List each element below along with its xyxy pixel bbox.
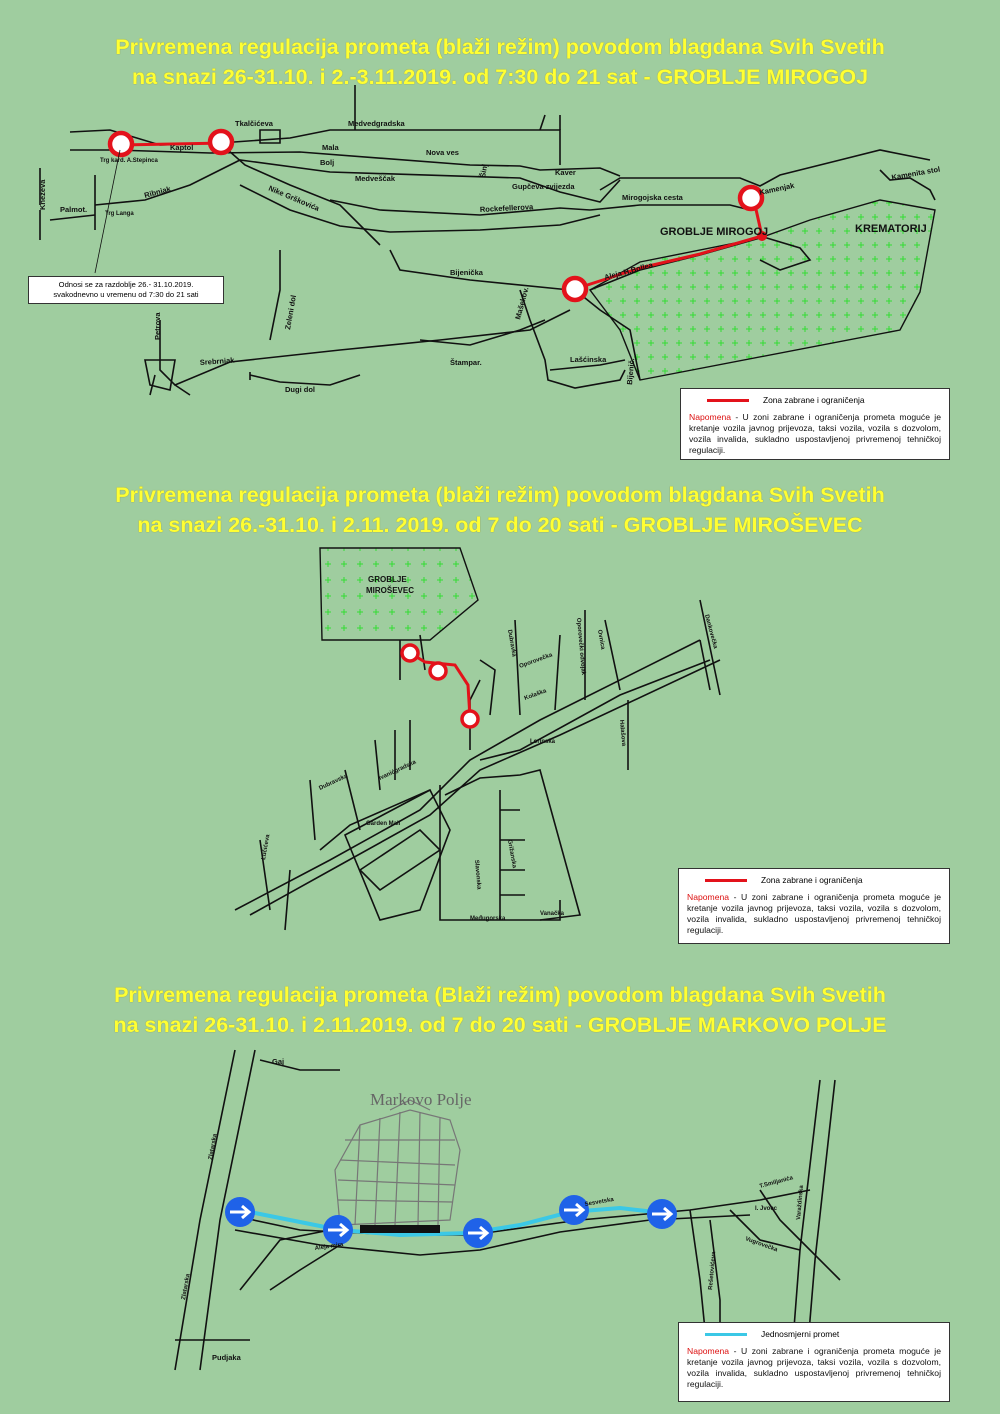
label-medugorska: Međugorska: [470, 916, 506, 922]
label-gaj: Gaj: [272, 1057, 285, 1066]
label-t-smiljanica: T.Smiljanića: [758, 1175, 794, 1190]
label-markovo-polje: Markovo Polje: [370, 1090, 472, 1109]
legend-note-text-3: - U zoni zabrane i ograničenja prometa moguće je kretanje vozila javnog prijevoza, taksi vozila, vozila s dozvolom, vozila invalida, sukladno uspostavljenoj privremenoj tehničkoj regulaciji.: [687, 1346, 941, 1389]
closure-marker-kaptol-east: [210, 131, 232, 153]
label-kamenita: Kamenita stol: [890, 164, 941, 182]
label-dubravka: Dubravka: [506, 629, 517, 658]
label-groblje-mirogoj-lbl: GROBLJE MIROGOJ: [660, 226, 769, 238]
annotation-period: Odnosi se za razdoblje 26.- 31.10.2019. svakodnevno u vremenu od 7:30 do 21 sati: [28, 276, 224, 304]
label-stampar: Štampar.: [450, 358, 482, 367]
label-trg-langa: Trg Langa: [105, 211, 134, 217]
label-srebrnjak: Srebrnjak: [199, 355, 235, 367]
closure-marker-3: [462, 711, 478, 727]
label-nova-ves: Nova ves: [426, 148, 459, 157]
label-medvedgradska: Medvedgradska: [348, 119, 405, 128]
label-grizanska: Grižanska: [506, 839, 517, 869]
label-kolaska: Kolaška: [523, 688, 548, 702]
label-sinj: Šinj: [478, 163, 490, 179]
label-vugrovecka: Vugrovečka: [744, 1236, 779, 1254]
label-resetoviceva: Rešetovićeva: [708, 1251, 718, 1291]
label-rockefellerova: Rockefellerova: [479, 202, 534, 214]
label-aleja-mira: Aleja mira: [314, 1242, 344, 1252]
label-medvescak: Medveščak: [355, 174, 396, 183]
label-zeleni-dol: Zeleni dol: [283, 294, 299, 331]
legend-label-2: Zona zabrane i ograničenja: [761, 875, 863, 885]
label-oporovecki-odv: Oporovečki odvojak: [575, 617, 586, 676]
label-oporovecka: Oporovečka: [518, 652, 554, 670]
label-ivanicgradska: Ivanićgradska: [378, 759, 418, 782]
label-zlatarska: Zlatarska: [208, 1133, 219, 1161]
arrow-marker-1: [225, 1197, 255, 1227]
label-kamenjak: Kamenjak: [758, 180, 796, 197]
label-petrova: Petrova: [153, 312, 162, 340]
label-vanacka: Vanačka: [540, 911, 565, 917]
street-labels-markovo: [181, 1057, 805, 1362]
label-dankovecka: Dankovečka: [703, 613, 718, 650]
cemetery-grid-markovo: [335, 1100, 460, 1225]
label-krematorij: KREMATORIJ: [855, 223, 927, 235]
legend-label-3: Jednosmjerni promet: [761, 1329, 840, 1339]
label-sesvetska: Sesvetska: [584, 1196, 615, 1208]
arrow-marker-2: [323, 1215, 353, 1245]
label-groblje-mirosevec-1: GROBLJE: [368, 575, 407, 584]
closure-marker-bijenicka: [564, 278, 586, 300]
label-garden-mall: Garden Mall: [366, 821, 401, 827]
label-aleja-bollea: Aleja H.Bollea: [603, 260, 654, 282]
label-groblje-mirosevec-2: MIROŠEVEC: [366, 586, 415, 595]
arrow-marker-3: [463, 1218, 493, 1248]
legend-mirosevec: [678, 868, 950, 944]
label-masekov: Mašekov.: [513, 286, 531, 321]
label-kaptol: Kaptol: [170, 143, 194, 152]
label-lucic: Lučićeva: [261, 834, 272, 861]
title-mirosevec: Privremena regulacija prometa (blaži režim) povodom blagdana Svih Svetih na snazi 26.-31.10. i 2.11. 2019. od 7 do 20 sati - GROBLJE MIROŠEVEC: [115, 483, 885, 537]
label-ovnica: Ovnica: [596, 629, 606, 651]
label-slavonska: Slavonska: [473, 859, 482, 890]
label-ribnjak: Ribnjak: [143, 184, 172, 200]
legend-markovo-polje: [678, 1322, 950, 1402]
label-bolj: Bolj: [320, 158, 335, 167]
label-bijenicka: Bijenička: [450, 268, 483, 277]
building-strip: [360, 1225, 440, 1233]
label-kaver: Kaver: [555, 168, 576, 177]
label-lascinska: Lašćinska: [570, 355, 607, 364]
legend-note-head-3: Napomena: [687, 1346, 730, 1356]
label-dubravska: Dubravska: [318, 773, 349, 792]
label-halasova: Halašova: [618, 719, 627, 747]
label-trg-stepinca: Trg kard. A.Stepinca: [100, 158, 158, 164]
arrow-marker-5: [647, 1199, 677, 1229]
closure-marker-kaptol-west: [110, 133, 132, 155]
label-kneza: Kneževa: [38, 179, 47, 210]
legend-note-text-2: - U zoni zabrane i ograničenja prometa moguće je kretanje vozila javnog prijevoza, taksi vozila, vozila s dozvolom, vozila invalida, sukladno uspostavljenoj privremenoj tehničkoj regulaciji.: [687, 892, 941, 935]
label-lorinska: Lorinska: [530, 739, 556, 745]
label-mirogojska: Mirogojska cesta: [622, 193, 683, 202]
legend-mirogoj: [680, 388, 950, 460]
legend-note-head-2: Napomena: [687, 892, 730, 902]
legend-line-blue: [705, 1333, 747, 1336]
label-palmot: Palmot.: [60, 205, 88, 214]
label-bijenic-2: Bijenič.: [625, 357, 637, 386]
closure-marker-2: [430, 663, 446, 679]
label-varazdinska: Varaždinska: [796, 1185, 806, 1221]
label-pudjaka: Pudjaka: [212, 1353, 241, 1362]
label-mala: Mala: [322, 143, 339, 152]
title-mirogoj: Privremena regulacija prometa (blaži režim) povodom blagdana Svih Svetih na snazi 26-31.10. i 2.-3.11.2019. od 7:30 do 21 sat - GROBLJE MIROGOJ: [115, 35, 885, 89]
label-nike-grskovica: Nike Grškovića: [267, 183, 321, 214]
label-tkalciceva: Tkalčićeva: [235, 119, 273, 128]
closure-marker-1: [402, 645, 418, 661]
legend-line-red-2: [705, 879, 747, 882]
label-dugi-dol: Dugi dol: [285, 385, 315, 394]
oneway-line: [240, 1208, 655, 1235]
legend-line-red: [707, 399, 749, 402]
legend-note-text: - U zoni zabrane i ograničenja prometa moguće je kretanje vozila javnog prijevoza, taksi vozila, vozila s dozvolom, vozila invalida, sukladno uspostavljenoj privremenoj tehničkoj regulaciji.: [689, 412, 941, 455]
legend-note-head: Napomena: [689, 412, 732, 422]
legend-label: Zona zabrane i ograničenja: [763, 395, 865, 405]
title-markovo-polje: Privremena regulacija prometa (Blaži režim) povodom blagdana Svih Svetih na snazi 26-31.10. i 2.11.2019. od 7 do 20 sati - GROBLJE MARKOVO POLJE: [113, 983, 887, 1037]
label-zlatarska-2: Zlatarska: [181, 1273, 192, 1301]
arrow-marker-4: [559, 1195, 589, 1225]
label-gupceva: Gupčeva zvijezda: [512, 182, 575, 191]
label-i-jvoec: I. Jvoec: [755, 1206, 778, 1212]
